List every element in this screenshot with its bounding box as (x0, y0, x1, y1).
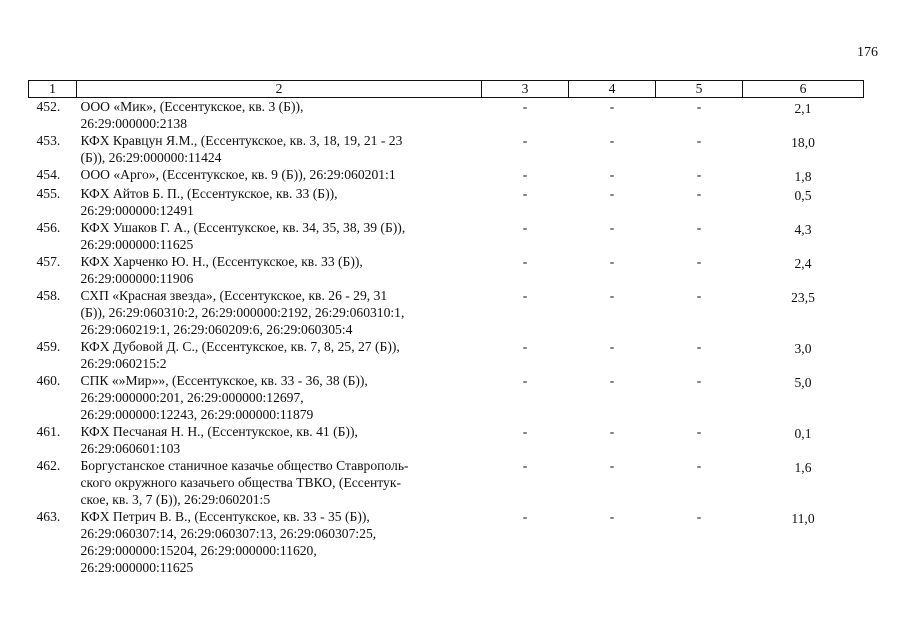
table-row (29, 185, 864, 219)
description-line: 26:29:000000:11906 (80, 271, 194, 286)
row-number: 457. (36, 254, 61, 269)
cell-c3: - (522, 254, 528, 269)
description-line: КФХ Петрич В. В., (Ессентукское, кв. 33 - 35 (Б)), (80, 509, 370, 524)
row-description (77, 166, 482, 185)
cell-c4: - (609, 99, 615, 114)
description-line: КФХ Харченко Ю. Н., (Ессентукское, кв. 33 (Б)), (80, 254, 363, 269)
description-line: (Б)), 26:29:000000:11424 (80, 150, 222, 165)
description-line: 26:29:060219:1, 26:29:060209:6, 26:29:060305:4 (80, 322, 353, 337)
description-line: Боргустанское станичное казачье общество Ставрополь- (80, 458, 409, 473)
cell-c5: - (696, 288, 702, 303)
column-header-6: 6 (743, 81, 864, 98)
table-row (29, 287, 864, 338)
table-row (29, 508, 864, 576)
table-row (29, 338, 864, 372)
cell-area-value: 0,1 (794, 426, 812, 441)
cell-c3: - (522, 339, 528, 354)
cell-area-value: 5,0 (794, 375, 812, 390)
cell-c5: - (696, 254, 702, 269)
description-line: 26:29:000000:2138 (80, 116, 187, 131)
cell-area-value: 2,4 (794, 256, 812, 271)
row-number: 458. (36, 288, 61, 303)
cell-c5: - (696, 509, 702, 524)
row-number: 455. (36, 186, 61, 201)
cell-c3: - (522, 186, 528, 201)
cell-area-value: 4,3 (794, 222, 812, 237)
cell-area-value: 2,1 (794, 101, 812, 116)
cell-c4: - (609, 254, 615, 269)
cell-area-value: 18,0 (791, 135, 815, 150)
cell-c3: - (522, 99, 528, 114)
cell-c5: - (696, 458, 702, 473)
cell-area-value: 1,8 (794, 169, 812, 184)
column-header-5: 5 (656, 81, 743, 98)
cell-c4: - (609, 373, 615, 388)
cell-c5: - (696, 220, 702, 235)
row-number: 462. (36, 458, 61, 473)
cell-c4: - (609, 133, 615, 148)
description-line: СПК «»Мир»», (Ессентукское, кв. 33 - 36, 38 (Б)), (80, 373, 368, 388)
cell-c5: - (696, 99, 702, 114)
table-row (29, 372, 864, 423)
row-number: 463. (36, 509, 61, 524)
cell-c4: - (609, 424, 615, 439)
cell-area-value: 23,5 (791, 290, 815, 305)
description-line: КФХ Дубовой Д. С., (Ессентукское, кв. 7, 8, 25, 27 (Б)), (80, 339, 400, 354)
description-line: 26:29:000000:15204, 26:29:000000:11620, (80, 543, 317, 558)
row-description (77, 338, 482, 372)
table-body (29, 98, 864, 577)
cell-c3: - (522, 458, 528, 473)
cell-c5: - (696, 339, 702, 354)
table-row (29, 219, 864, 253)
cell-area-value: 1,6 (794, 460, 812, 475)
cell-c4: - (609, 339, 615, 354)
land-plots-table (28, 80, 864, 576)
description-line: КФХ Кравцун Я.М., (Ессентукское, кв. 3, 18, 19, 21 - 23 (80, 133, 403, 148)
page-number: 176 (857, 45, 878, 60)
row-description (77, 253, 482, 287)
description-line: (Б)), 26:29:060310:2, 26:29:000000:2192, 26:29:060310:1, (80, 305, 405, 320)
cell-c3: - (522, 288, 528, 303)
description-line: 26:29:000000:11625 (80, 237, 194, 252)
table-row (29, 132, 864, 166)
row-description (77, 132, 482, 166)
row-description (77, 98, 482, 133)
row-number: 460. (36, 373, 61, 388)
row-description (77, 219, 482, 253)
description-line: КФХ Песчаная Н. Н., (Ессентукское, кв. 41 (Б)), (80, 424, 358, 439)
row-description (77, 287, 482, 338)
row-number: 459. (36, 339, 61, 354)
table-header-row (29, 81, 864, 98)
description-line: КФХ Ушаков Г. А., (Ессентукское, кв. 34, 35, 38, 39 (Б)), (80, 220, 406, 235)
cell-c3: - (522, 509, 528, 524)
table-row (29, 253, 864, 287)
description-line: СХП «Красная звезда», (Ессентукское, кв. 26 - 29, 31 (80, 288, 388, 303)
description-line: 26:29:000000:12243, 26:29:000000:11879 (80, 407, 314, 422)
table-row (29, 423, 864, 457)
description-line: КФХ Айтов Б. П., (Ессентукское, кв. 33 (Б)), (80, 186, 338, 201)
cell-c5: - (696, 167, 702, 182)
column-header-3: 3 (482, 81, 569, 98)
cell-c4: - (609, 220, 615, 235)
cell-c3: - (522, 424, 528, 439)
cell-c5: - (696, 186, 702, 201)
cell-c5: - (696, 133, 702, 148)
cell-c4: - (609, 186, 615, 201)
description-line: ское, кв. 3, 7 (Б)), 26:29:060201:5 (80, 492, 271, 507)
description-line: 26:29:060601:103 (80, 441, 181, 456)
table-row (29, 457, 864, 508)
row-description (77, 457, 482, 508)
cell-area-value: 0,5 (794, 188, 812, 203)
description-line: 26:29:000000:11625 (80, 560, 194, 575)
cell-c4: - (609, 509, 615, 524)
column-header-2: 2 (77, 81, 482, 98)
cell-c5: - (696, 373, 702, 388)
cell-c4: - (609, 288, 615, 303)
table-row (29, 166, 864, 185)
description-line: 26:29:000000:12491 (80, 203, 194, 218)
cell-c4: - (609, 458, 615, 473)
row-number: 456. (36, 220, 61, 235)
cell-area-value: 11,0 (791, 511, 815, 526)
column-header-1: 1 (29, 81, 77, 98)
row-description (77, 423, 482, 457)
row-description (77, 185, 482, 219)
cell-c4: - (609, 167, 615, 182)
description-line: ООО «Арго», (Ессентукское, кв. 9 (Б)), 26:29:060201:1 (80, 167, 396, 182)
row-description (77, 372, 482, 423)
cell-c3: - (522, 220, 528, 235)
description-line: ООО «Мик», (Ессентукское, кв. 3 (Б)), (80, 99, 304, 114)
table-row (29, 98, 864, 133)
row-description (77, 508, 482, 576)
description-line: 26:29:000000:201, 26:29:000000:12697, (80, 390, 304, 405)
row-number: 452. (36, 99, 61, 114)
description-line: 26:29:060215:2 (80, 356, 167, 371)
row-number: 454. (36, 167, 61, 182)
cell-c3: - (522, 133, 528, 148)
row-number: 453. (36, 133, 61, 148)
row-number: 461. (36, 424, 61, 439)
description-line: 26:29:060307:14, 26:29:060307:13, 26:29:060307:25, (80, 526, 377, 541)
description-line: ского окружного казачьего общества ТВКО, (Ессентук- (80, 475, 401, 490)
cell-c3: - (522, 373, 528, 388)
cell-c5: - (696, 424, 702, 439)
column-header-4: 4 (569, 81, 656, 98)
cell-area-value: 3,0 (794, 341, 812, 356)
cell-c3: - (522, 167, 528, 182)
